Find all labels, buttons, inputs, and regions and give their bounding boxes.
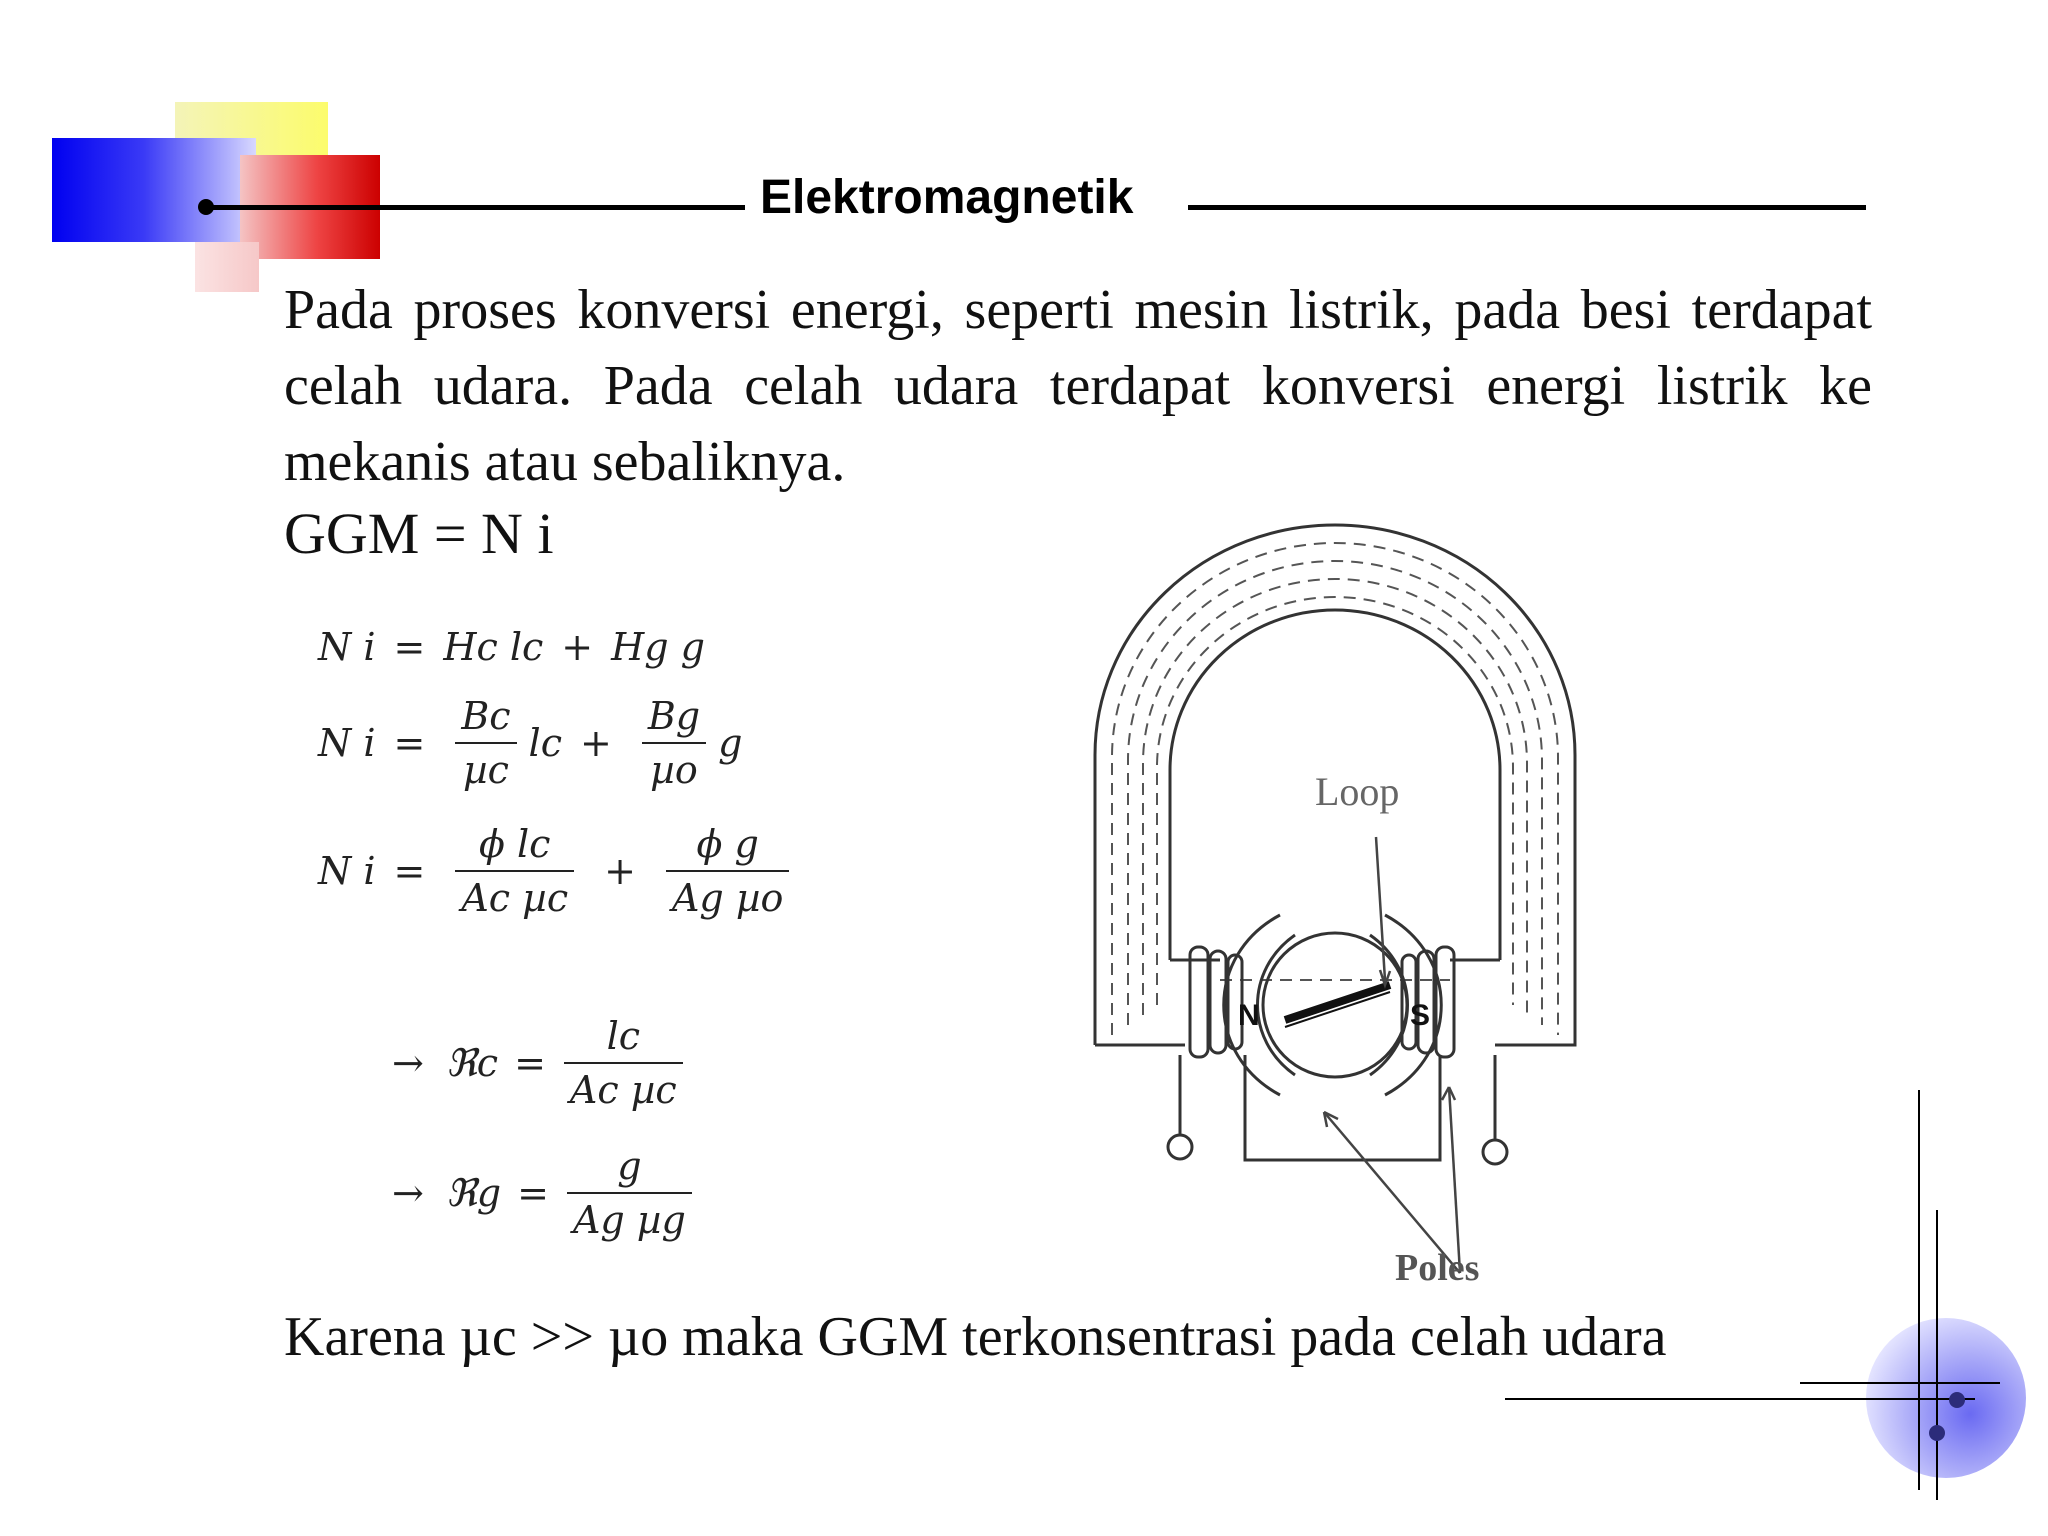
- eq2-f2-multiplier: g: [718, 721, 743, 765]
- equation-4: [392, 1010, 695, 1116]
- eq3-f2-denominator: Ag µo: [671, 876, 784, 920]
- eq1-equals: =: [393, 625, 426, 669]
- decor-blue-block: [52, 138, 256, 242]
- ggm-equation: GGM = N i: [284, 501, 554, 566]
- eq5-lhs: ℜg: [445, 1171, 502, 1215]
- eq3-f1-denominator: Ac µc: [461, 876, 569, 920]
- eq3-f2-numerator: ϕ g: [696, 822, 759, 866]
- eq3-equals: =: [393, 849, 426, 893]
- decor-dot-left: [1929, 1425, 1945, 1441]
- label-loop: Loop: [1315, 769, 1400, 814]
- eq3-lhs: N i: [318, 849, 376, 893]
- eq2-fraction-2: [642, 690, 706, 796]
- eq2-f2-numerator: Bg: [647, 694, 701, 738]
- equation-3: [318, 818, 801, 924]
- conclusion-text: Karena µc >> µo maka GGM terkonsentrasi pada celah udara: [284, 1306, 1667, 1368]
- eq4-lhs: ℜc: [445, 1041, 499, 1085]
- eq1-term2: Hg g: [611, 625, 705, 669]
- label-poles: Poles: [1395, 1247, 1480, 1285]
- decor-line-horizontal-long: [1505, 1398, 1975, 1400]
- eq4-denominator: Ac µc: [569, 1068, 677, 1112]
- eq2-f1-denominator: µc: [462, 748, 509, 792]
- label-south-pole: S: [1410, 999, 1431, 1032]
- label-north-pole: N: [1238, 999, 1260, 1032]
- eq3-plus: +: [604, 849, 636, 893]
- eq5-arrow: →: [392, 1171, 424, 1215]
- eq2-fraction-1: [455, 690, 516, 796]
- equation-5: [392, 1140, 704, 1246]
- slide-title: Elektromagnetik: [760, 171, 1134, 224]
- eq1-term1: Hc lc: [443, 625, 544, 669]
- eq2-plus: +: [579, 721, 612, 765]
- intro-paragraph: Pada proses konversi energi, seperti mesin listrik, pada besi terdapat celah udara. Pada celah udara terdapat konversi energi listrik ke mekanis atau sebaliknya.: [284, 279, 1872, 493]
- eq4-equals: =: [514, 1041, 546, 1085]
- decor-line-vertical-short: [1936, 1210, 1938, 1500]
- decor-line-horizontal-short: [1800, 1382, 2000, 1384]
- eq4-arrow: →: [392, 1041, 424, 1085]
- equation-1: [318, 625, 705, 669]
- eq2-lhs: N i: [318, 721, 376, 765]
- eq5-equals: =: [517, 1171, 549, 1215]
- eq1-lhs: N i: [318, 625, 376, 669]
- eq5-denominator: Ag µg: [572, 1198, 686, 1242]
- title-line-left: [205, 205, 745, 210]
- title-line-right: [1188, 205, 1866, 210]
- eq1-plus: +: [561, 625, 594, 669]
- eq2-equals: =: [393, 721, 426, 765]
- electromagnet-diagram: [1040, 515, 1680, 1285]
- decor-pink-block: [195, 242, 259, 292]
- eq2-f1-multiplier: lc: [528, 721, 562, 765]
- eq5-fraction: [567, 1140, 692, 1246]
- eq3-fraction-2: [666, 818, 789, 924]
- eq3-f1-numerator: ϕ lc: [479, 822, 551, 866]
- equation-2: [318, 690, 742, 796]
- decor-dot-right: [1949, 1392, 1965, 1408]
- eq2-f1-numerator: Bc: [461, 694, 511, 738]
- eq5-numerator: g: [617, 1144, 642, 1188]
- eq4-numerator: lc: [606, 1014, 641, 1058]
- decor-line-vertical-long: [1918, 1090, 1920, 1490]
- eq4-fraction: [564, 1010, 683, 1116]
- eq3-fraction-1: [455, 818, 574, 924]
- eq2-f2-denominator: µo: [650, 748, 698, 792]
